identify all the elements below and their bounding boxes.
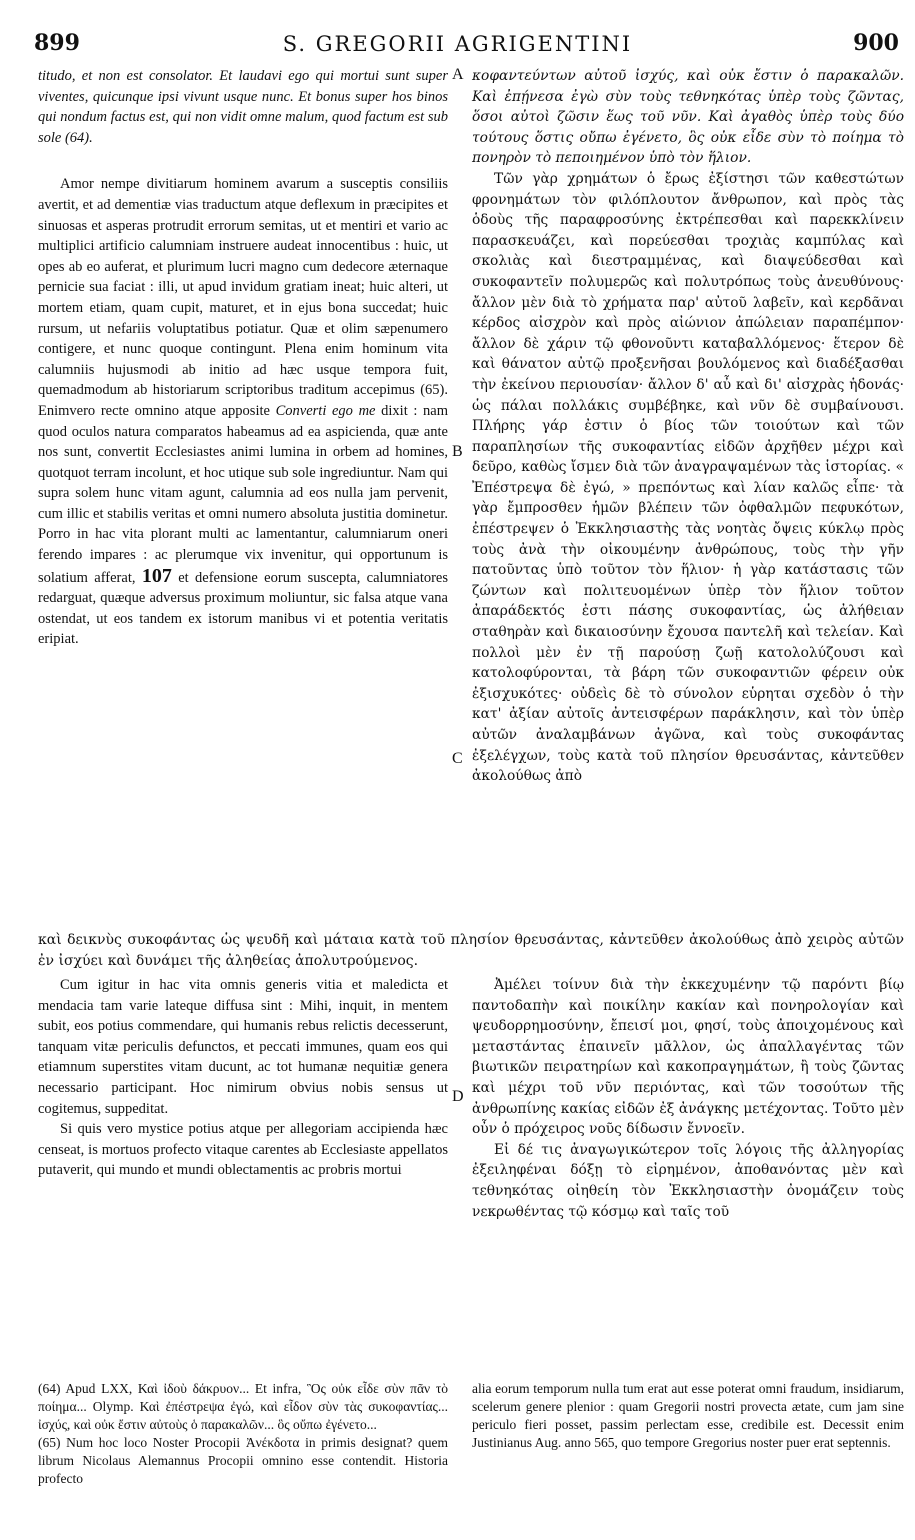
latin-p1-part-a: Amor nempe divitiarum hominem avarum a susceptis consiliis avertit, et ad dementiæ vias traductum atque deflexum in præcipites et sinuosas et asperas protrudit errorum semitas, ut et mentiri et vario ac multiplici artificio calumniam instruere audeat innocentibus : huic, ut opes ab eo auferat, et plurimum lucri magno cum dedecore æternaque pernicie sua faciat : illi, ut apud invidum gratiam ineat; huic alteri, ut mortem etiam, quam cupit, maturet, et in ejus bona succedat; huic rursum, ut nefariis voluptatibus potiatur. Quæ et olim sæpenumero contigere, et nunc quoque contingunt. Plena enim hominum vita calumniis hujusmodi ab initio ad hæc usque tempora fuit, quemadmodum ab historiarum scriptoribus traditum accepimus (65). Enimvero recte omnino atque apposite — [38, 176, 448, 419]
latin-paragraph-2: Cum igitur in hac vita omnis generis vitia et maledicta et mendacia tam varie lateque diffusa sint : Mihi, inquit, in mentem subit, eos potius commendare, qui humanis rebus relictis decesserunt, tanquam vitæ periculis defunctos, et peccati immunes, quam eos qui etiamnum superstites vitam ducunt, ac tot humanæ nequitiæ genera necessario participant. Hoc nimirum obvius nobis sensus ut cogitemus, suppeditat. — [38, 977, 448, 1117]
latin-column-upper — [38, 66, 448, 650]
footnotes-left — [38, 1380, 448, 1488]
margin-letter-a: A — [452, 66, 464, 83]
greek-paragraph-1: Τῶν γὰρ χρημάτων ὁ ἔρως ἐξίστησι τῶν καθεστώτων φρονημάτων τὸν φιλόπλουτον ἄνθρωπον, καὶ πρὸς τὰς ὁδοὺς τῆς παραφροσύνης ἐκτρέπεσθαι καὶ παρεκκλίνειν παρασκευάζει, καὶ πορεύεσθαι τροχιὰς καμπύλας καὶ σκολιὰς καὶ διεστραμμένας, καὶ διαψεύδεσθαι καὶ συκοφαντεῖν πολυμερῶς καὶ πολυτρόπως τοὺς ἀνευθύνους· ἄλλον μὲν διὰ τὸ χρήματα παρ' αὐτοῦ λαβεῖν, καὶ κερδᾶναι κέρδος αἰσχρὸν καὶ πρὸς αἰώνιον ἀπώλειαν παραπέμπον· ἄλλον δὲ χάριν τῷ φθονοῦντι καταβαλλόμενος· ἕτερον δὲ καὶ θάνατον αὐτῷ προξενῆσαι βουλόμενος καὶ διαδέξασθαι τὴν ἐκείνου περιουσίαν· ἄλλον δ' αὖ καὶ δι' αἰσχρὰς ἡδονάς· ὡς πάλαι πολλάκις συμβέβηκε, καὶ νῦν δὲ συμβαίνουσι. Πλήρης γάρ ἐστιν ὁ βίος τῶν τοιούτων καὶ τῶν παραπλησίων τῆς συκοφαντίας εἰδῶν ἀρχῆθεν μέχρι καὶ δεῦρο, καθὼς ἴσμεν διὰ τῶν ἀναγραψαμένων τὰς ἱστορίας. « Ἐπέστρεψα δὲ ἐγώ, » πρεπόντως καὶ λίαν καλῶς εἶπε· τὰ γὰρ ἔμπροσθεν ἡμῶν βλέπειν τῶν ὀφθαλμῶν πεφυκότων, ἐπέστρεψεν ὁ Ἐκκλησιαστὴς τὰς νοητὰς ὄψεις κύκλῳ πρὸς τοὺς ἀνὰ τὴν οἰκουμένην ἀνθρώπους, τοὺς τὴν γῆν πατοῦντας ὑπὸ τοῦτον τὸν ἥλιον· ἡ γὰρ κατάστασις τῶν ζώντων καὶ πολιτευομένων ὑπὲρ τὸν ἥλιον τοῦτον ἀπαράδεκτός ἐστι πάσης συκοφαντίας, ὡς ἀλήθειαν σταθηρὰν καὶ δικαιοσύνην ἔχουσα παντελῆ καὶ τελείαν. Καὶ πολλοὶ μὲν ἐν τῇ παρούσῃ ζωῇ κατολολύζουσι καὶ κατολοφύρονται, τὰ βάρη τῶν συκοφαντιῶν φέρειν οὐκ ἐξισχυκότες· οὐδεὶς δὲ τὸ σύνολον εὑρηται σχεδὸν ὁ τὴν κατ' ἀξίαν αὐτοῖς ἀντεισφέρων παράκλησιν, καὶ τὸν ὑπὲρ αὐτῶν ἀναλαμβάνων ἀγῶνα, καὶ τοὺς συκοφάντας ἐξελέγχων, τοὺς κατὰ τοῦ πλησίον θρευσάντας, κἀντεῦθεν ἀκολούθως ἀπὸ — [472, 170, 904, 785]
latin-p1-quote: Converti ego me — [275, 402, 376, 419]
greek-paragraph-2: Ἀμέλει τοίνυν διὰ τὴν ἐκκεχυμένην τῷ παρόντι βίῳ παντοδαπὴν καὶ ποικίλην κακίαν καὶ πονηρολογίαν καὶ ψευδορρημοσύνην, ἔπεισί μοι, φησί, τοὺς ἀποιχομένους καὶ μεταστάντας ἐπαινεῖν μᾶλλον, ὡς ἀπαλλαγέντας τῶν βιωτικῶν πειρατηρίων καὶ κακοπραγημάτων, ἢ τοὺς ζῶντας καὶ μέχρι τοῦ νῦν περιόντας, καὶ τῶν τοσούτων τῆς ἀνθρωπίνης κακίας εἰδῶν ἐξ ἀνάγκης μετέχοντας. Τοῦτο μὲν οὖν ὁ πρόχειρος νοῦς δίδωσιν ἔννοεῖν. — [472, 977, 904, 1138]
greek-column-lower — [472, 975, 904, 1222]
latin-scripture-quote: titudo, et non est consolator. Et laudavi ego qui mortui sunt super viventes, quicunque ipsi vivunt usque nunc. Et bonus super hos binos qui nondum factus est, qui non vidit omne malum, quod factum est sub sole (64). — [38, 68, 448, 146]
footnote-continuation: alia eorum temporum nulla tum erat aut esse poterat omni fraudum, insidiarum, scelerum genere plenior : quam Gregorii nostri provecta ætate, cum jam sine periculo fieri posset, passim perlectam esse, credibile est. Decessit enim Justinianus Aug. anno 565, quo tempore Gregorius noster puer erat septennis. — [472, 1381, 904, 1450]
greek-paragraph-3: Εἰ δέ τις ἀναγωγικώτερον τοῖς λόγοις τῆς ἀλληγορίας ἐξειληφέναι δόξῃ τὸ εἰρημένον, ἀποθανόντας μὲν καὶ τεθνηκότας οἰηθείη τὸν Ἐκκλησιαστὴν ὀνομάζειν τοὺς νεκρωθέντας τῷ κόσμῳ καὶ ταῖς τοῦ — [472, 1141, 904, 1220]
folio-number: 107 — [141, 564, 172, 587]
page-number-left: 899 — [34, 30, 80, 56]
latin-paragraph-3: Si quis vero mystice potius atque per allegoriam accipienda hæc censeat, is mortuos profecto vitaque carentes ab Ecclesiaste appellatos putaverit, qui mundo et mundi oblectamentis ac probris mortui — [38, 1121, 448, 1179]
greek-column-upper — [472, 66, 904, 787]
latin-column-lower — [38, 975, 448, 1181]
margin-letter-b: B — [452, 443, 463, 460]
page-header — [0, 30, 915, 60]
page-number-right: 900 — [853, 30, 899, 56]
running-title: S. GREGORII AGRIGENTINI — [282, 32, 633, 56]
greek-full-width-line: καὶ δεικνὺς συκοφάντας ὡς ψευδῆ καὶ μάταια κατὰ τοῦ πλησίον θρευσάντας, κἀντεῦθεν ἀκολούθως ἀπὸ χειρὸς αὐτῶν ἐν ἰσχύει καὶ δυνάμει τῆς ἀληθείας ἀπολυτρούμενος. — [38, 932, 904, 969]
margin-letter-d: D — [452, 1088, 464, 1105]
footnote-65: (65) Num hoc loco Noster Procopii Ἀνέκδοτα in primis designat? quem librum Nicolaus Alemannus Procopii omnino esse contendit. Historia profecto — [38, 1435, 448, 1486]
greek-scripture-quote: κοφαντεύντων αὐτοῦ ἰσχύς, καὶ οὐκ ἔστιν ὁ παρακαλῶν. Καὶ ἐπῄνεσα ἐγὼ σὺν τοὺς τεθνηκότας ὑπὲρ τοὺς ζῶντας, ὅσοι αὐτοὶ ζῶσιν ἕως τοῦ νῦν. Καὶ ἀγαθὸς ὑπὲρ τοὺς δύο τούτους ὅστις οὔπω ἐγένετο, ὃς οὐκ εἶδε σὺν τὸ ποίημα τὸ πονηρὸν τὸ πεποιημένον ὑπὸ τὸν ἥλιον. — [472, 68, 904, 167]
latin-p1-part-c: et defensione eorum suscepta, calumniatores redarguat, quæque adversus proximum moliuntur, sic falsa atque vana ostendat, ut eos tandem ex istorum manibus vi et potentia veritatis eripiat. — [38, 569, 449, 648]
footnote-64: (64) Apud LXX, Καὶ ἰδοὺ δάκρυον... Et infra, Ὃς οὐκ εἶδε σὺν πᾶν τὸ ποίημα... Olymp. Καὶ ἐπέστρεψα ἐγώ, καὶ εἶδον σὺν τὰς συκοφαντίας... ἰσχύς, καὶ οὐκ ἔστιν αὐτοὺς ὁ παρακαλῶν... ὃς οὔπω ἐγένετο... — [38, 1381, 448, 1432]
latin-p1-part-b: dixit : nam quod oculos natura comparatos habeamus ad ea aspicienda, quæ ante nos sunt, convertit Ecclesiastes animi lumina in orbem ad homines, quotquot terram incolunt, et hoc utique sub sole ingrediuntur. Nam qui supra solem hunc vitam agunt, calumnia ad eos nulla jam pervenit, cum illic et stabilis veritas et omni numero absoluta justitia dominetur. Porro in hac vita plorant multi ac lamentantur, calumniarum oneri ferendo impares : ac plerumque vix invenitur, qui opportunum is solatium afferat, — [38, 402, 449, 586]
latin-paragraph-1 — [38, 174, 448, 650]
margin-letter-c: C — [452, 750, 463, 767]
